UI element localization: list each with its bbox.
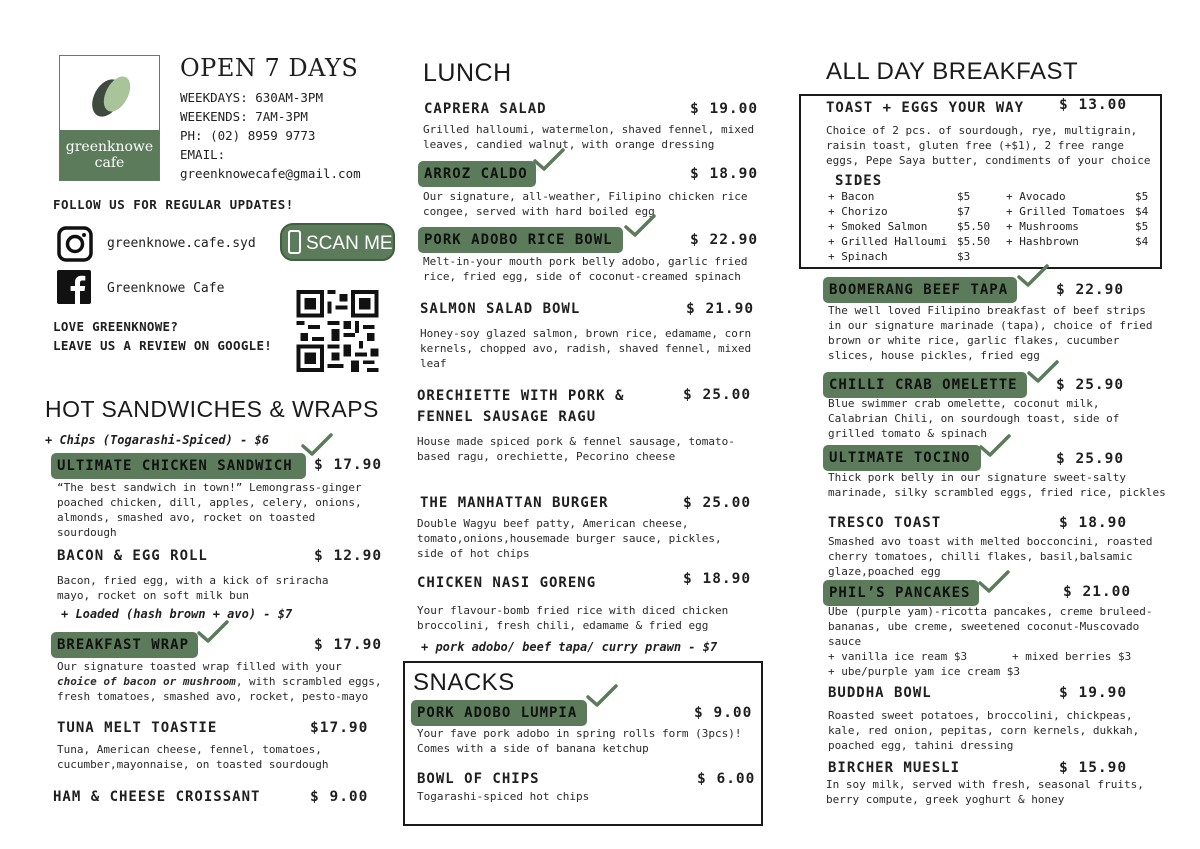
lunch-title: LUNCH [423, 59, 512, 87]
item-description: Ube (purple yam)-ricotta pancakes, creme bruleed-bananas, ube creme, sweetened coconut-Muscovado sauce [828, 605, 1153, 648]
qr-code[interactable] [296, 290, 379, 372]
item-tresco-toast[interactable]: TRESCO TOAST [828, 515, 942, 531]
side-price: $4 [1135, 235, 1149, 248]
item-price: $ 21.00 [1063, 584, 1132, 600]
item-ultimate-chicken-sandwich[interactable] [51, 453, 306, 479]
item-orechiette[interactable] [417, 386, 624, 428]
item-toast-eggs[interactable]: TOAST + EGGS YOUR WAY [826, 100, 1025, 116]
item-ham-cheese-croissant[interactable]: HAM & CHEESE CROISSANT [53, 789, 261, 805]
item-boomerang-beef-tapa[interactable] [823, 277, 1017, 303]
item-description: Choice of 2 pcs. of sourdough, rye, multigrain, raisin toast, gluten free (+$1), 2 free range eggs, Pepe Saya butter, condiments of your choice [826, 124, 1151, 167]
chips-addon: + Chips (Togarashi-Spiced) - $6 [45, 433, 269, 447]
item-ultimate-tocino[interactable] [823, 445, 981, 471]
check-icon [533, 148, 565, 172]
hot-sandwiches-title: HOT SANDWICHES & WRAPS [45, 396, 379, 422]
item-price: $ 25.90 [1056, 451, 1125, 467]
item-description: Bacon, fried egg, with a kick of sriracha mayo, rocket on soft milk bun [57, 574, 329, 602]
desc-part: , with scrambled eggs, fresh tomatoes, smashed avo, rocket, pesto-mayo [57, 675, 382, 703]
item-description: In soy milk, served with fresh, seasonal fruits, berry compute, greek yoghurt & honey [826, 778, 1144, 806]
side-name: + Chorizo [828, 205, 888, 218]
item-price: $ 17.90 [314, 637, 383, 653]
item-name: CHILLI CRAB OMELETTE [829, 377, 1018, 393]
all-day-breakfast-title: ALL DAY BREAKFAST [826, 58, 1079, 85]
item-name: PORK ADOBO RICE BOWL [424, 232, 613, 248]
nasi-goreng-addon: + pork adobo/ beef tapa/ curry prawn - $7 [421, 640, 718, 654]
item-manhattan-burger[interactable]: THE MANHATTAN BURGER [420, 495, 609, 511]
item-name-line-1: ORECHIETTE WITH PORK & [417, 388, 625, 404]
item-name: ULTIMATE CHICKEN SANDWICH [57, 458, 293, 474]
item-price: $ 19.00 [690, 101, 759, 117]
item-price: $ 6.00 [697, 771, 756, 787]
side-price: $7 [957, 205, 971, 218]
item-price: $ 18.90 [1059, 515, 1128, 531]
item-bircher-muesli[interactable]: BIRCHER MUESLI [828, 760, 961, 776]
side-price: $5 [1135, 220, 1149, 233]
item-description: Roasted sweet potatoes, broccolini, chickpeas, kale, red onion, pepitas, corn kernels, dukkah, poached egg, tahini dressing [828, 709, 1140, 752]
check-icon [586, 684, 618, 708]
item-salmon-salad-bowl[interactable]: SALMON SALAD BOWL [420, 301, 581, 317]
item-description: Our signature, all-weather, Filipino chicken rice congee, served with hard boiled egg [423, 190, 748, 218]
item-description: The well loved Filipino breakfast of beef strips in our signature marinade (tapa), choice of fried brown or white rice, garlic flakes, cucumber slices, house pickles, fried egg [828, 304, 1153, 362]
side-price: $5.50 [957, 235, 991, 248]
item-name: BOOMERANG BEEF TAPA [829, 282, 1009, 298]
item-description: Togarashi-spiced hot chips [417, 790, 590, 803]
check-icon [301, 433, 333, 457]
item-pork-adobo-lumpia[interactable] [411, 700, 587, 726]
item-breakfast-wrap[interactable] [51, 632, 198, 658]
item-description: Honey-soy glazed salmon, brown rice, edamame, corn kernels, chopped avo, radish, shaved fennel, mixed leaf [420, 327, 752, 370]
item-chicken-nasi-goreng[interactable]: CHICKEN NASI GORENG [417, 575, 597, 591]
sides-list-left [828, 189, 1008, 264]
item-description: Double Wagyu beef patty, American cheese, tomato,onions,housemade burger sauce, pickles, side of hot chips [417, 517, 722, 560]
item-description: Thick pork belly in our signature sweet-salty marinade, silky scrambled eggs, fried rice, pickles [828, 471, 1166, 499]
item-description: Your flavour-bomb fried rice with diced chicken broccolini, fresh chili, edamame & fried egg [417, 604, 729, 632]
item-description: Grilled halloumi, watermelon, shaved fennel, mixed leaves, candied walnut, with orange dressing [423, 123, 755, 151]
side-name: + Grilled Tomatoes [1006, 205, 1126, 218]
logo-line-2: cafe [94, 155, 125, 171]
item-price: $ 13.00 [1059, 97, 1128, 113]
item-price: $ 25.00 [683, 495, 752, 511]
scan-me-label: SCAN ME [306, 233, 393, 254]
item-phils-pancakes[interactable] [823, 580, 979, 606]
open-days-title: OPEN 7 DAYS [180, 54, 359, 82]
loaded-addon: + Loaded (hash brown + avo) - $7 [61, 607, 293, 621]
item-name: ULTIMATE TOCINO [829, 450, 971, 466]
logo-line-1: greenknowe [65, 139, 154, 155]
side-name: + Spinach [828, 250, 888, 263]
check-icon [979, 434, 1011, 458]
weekday-hours: WEEKDAYS: 630AM-3PM [180, 90, 323, 105]
side-item [828, 189, 1008, 204]
pancake-addon-vanilla: + vanilla ice ream $3 [828, 650, 968, 663]
facebook-page[interactable]: Greenknowe Cafe [107, 281, 225, 296]
item-buddha-bowl[interactable]: BUDDHA BOWL [828, 685, 932, 701]
item-name: PHIL’S PANCAKES [829, 585, 971, 601]
side-item [828, 204, 1008, 219]
item-price: $ 22.90 [690, 232, 759, 248]
review-line-2: LEAVE US A REVIEW ON GOOGLE! [53, 338, 273, 353]
check-icon [197, 620, 229, 644]
sides-title: SIDES [835, 173, 883, 189]
phone-icon [288, 230, 301, 254]
side-name: + Mushrooms [1006, 220, 1079, 233]
item-chilli-crab-omelette[interactable] [823, 372, 1027, 398]
phone-number: PH: (02) 8959 9773 [180, 128, 316, 143]
check-icon [624, 214, 656, 238]
side-item [1006, 204, 1156, 219]
instagram-handle[interactable]: greenknowe.cafe.syd [107, 236, 256, 251]
item-price: $ 25.90 [1056, 377, 1125, 393]
item-caprera-salad[interactable]: CAPRERA SALAD [424, 101, 547, 117]
email-label: EMAIL: [180, 147, 226, 162]
sides-list-right [1006, 189, 1156, 249]
side-item [828, 234, 1008, 249]
side-price: $4 [1135, 205, 1149, 218]
item-price: $ 19.90 [1059, 685, 1128, 701]
item-bacon-egg-roll[interactable]: BACON & EGG ROLL [57, 548, 208, 564]
cafe-logo [59, 55, 160, 181]
snacks-title: SNACKS [413, 669, 515, 696]
check-icon [1027, 360, 1059, 384]
desc-part: Our signature toasted wrap filled with your [57, 660, 342, 673]
side-name: + Smoked Salmon [828, 220, 928, 233]
item-price: $ 18.90 [683, 571, 752, 587]
check-icon [1017, 264, 1049, 288]
item-arroz-caldo[interactable] [418, 161, 536, 187]
side-price: $5.50 [957, 220, 991, 233]
item-description: Blue swimmer crab omelette, coconut milk, Calabrian Chili, on sourdough toast, side of grilled tomato & spinach [828, 397, 1120, 440]
side-item [1006, 219, 1156, 234]
check-icon [978, 570, 1010, 594]
item-name-line-2: FENNEL SAUSAGE RAGU [417, 409, 597, 425]
side-item [828, 219, 1008, 234]
item-description [57, 659, 387, 704]
item-description: Your fave pork adobo in spring rolls form (3pcs)! Comes with a side of banana ketchup [417, 727, 742, 755]
item-price: $ 22.90 [1056, 282, 1125, 298]
item-tuna-melt-toastie[interactable]: TUNA MELT TOASTIE [57, 720, 218, 736]
item-price: $ 12.90 [314, 548, 383, 564]
item-price: $ 15.90 [1059, 760, 1128, 776]
item-price: $ 9.00 [694, 705, 753, 721]
instagram-icon[interactable] [57, 226, 93, 262]
review-line-1: LOVE GREENKNOWE? [53, 319, 179, 334]
side-price: $5 [957, 190, 971, 203]
item-description: Tuna, American cheese, fennel, tomatoes, cucumber,mayonnaise, on toasted sourdough [57, 743, 329, 771]
email-address[interactable]: greenknowecafe@gmail.com [180, 166, 361, 181]
review-prompt [53, 317, 272, 355]
item-description: “The best sandwich in town!” Lemongrass-ginger poached chicken, dill, apples, celery, onions, almonds, smashed avo, rocket on toasted sourdough [57, 481, 362, 539]
facebook-icon[interactable] [57, 270, 91, 304]
side-name: + Avocado [1006, 190, 1066, 203]
desc-highlight: choice of bacon or mushroom [57, 675, 236, 688]
item-price: $ 9.00 [310, 789, 369, 805]
item-description: House made spiced pork & fennel sausage, tomato-based ragu, orechiette, Pecorino cheese [417, 435, 735, 463]
side-item [1006, 234, 1156, 249]
pancake-addon-berries: + mixed berries $3 [1012, 650, 1132, 663]
side-item [828, 249, 1008, 264]
side-name: + Grilled Halloumi [828, 235, 948, 248]
item-name: ARROZ CALDO [424, 166, 528, 182]
side-item [1006, 189, 1156, 204]
side-name: + Hashbrown [1006, 235, 1079, 248]
coffee-bean-icon [87, 68, 133, 124]
item-name: BREAKFAST WRAP [57, 637, 190, 653]
item-description: Melt-in-your mouth pork belly adobo, garlic fried rice, fried egg, side of coconut-creamed spinach [423, 255, 748, 283]
item-name: PORK ADOBO LUMPIA [417, 705, 578, 721]
item-description: Smashed avo toast with melted bocconcini, roasted cherry tomatoes, chilli flakes, basil,balsamic glaze,poached egg [828, 535, 1153, 578]
weekend-hours: WEEKENDS: 7AM-3PM [180, 109, 308, 124]
pancake-addon-ube: + ube/purple yam ice cream $3 [828, 665, 1021, 678]
item-price: $ 21.90 [686, 301, 755, 317]
side-price: $3 [957, 250, 971, 263]
item-price: $17.90 [310, 720, 369, 736]
follow-us-text: FOLLOW US FOR REGULAR UPDATES! [53, 197, 294, 212]
item-price: $ 18.90 [690, 166, 759, 182]
item-pork-adobo-rice-bowl[interactable] [418, 227, 623, 253]
item-price: $ 17.90 [314, 457, 383, 473]
scan-me-badge [280, 223, 395, 261]
side-name: + Bacon [828, 190, 875, 203]
side-price: $5 [1135, 190, 1149, 203]
item-price: $ 25.00 [683, 387, 752, 403]
item-bowl-of-chips[interactable]: BOWL OF CHIPS [417, 771, 540, 787]
logo-wordmark [60, 130, 159, 180]
